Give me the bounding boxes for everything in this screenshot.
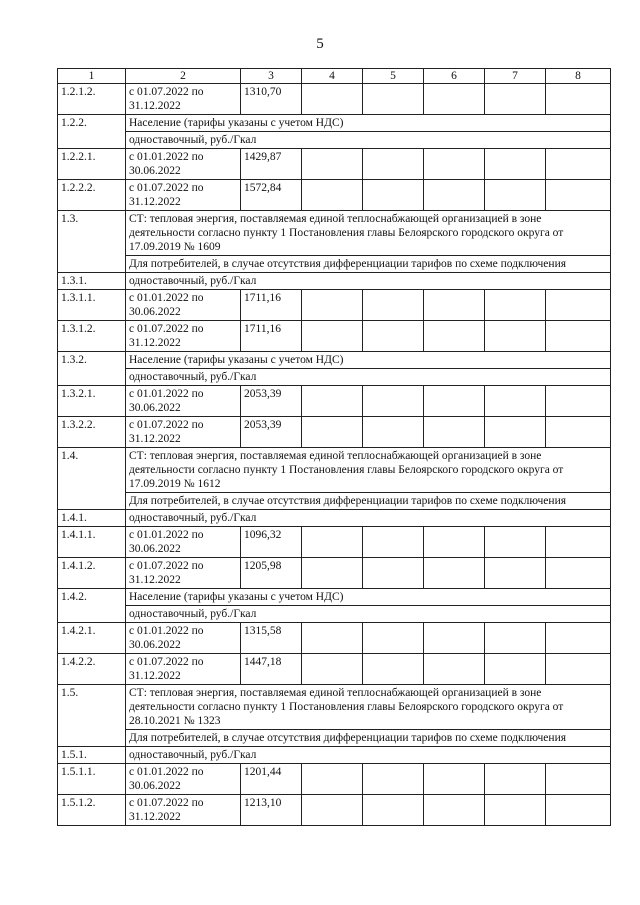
empty-cell — [302, 764, 363, 795]
row-number: 1.3.1.2. — [58, 321, 126, 352]
period-cell: с 01.01.2022 по 30.06.2022 — [126, 149, 241, 180]
section-title: Для потребителей, в случае отсутствия дифференциации тарифов по схеме подключения — [126, 256, 611, 273]
section-title: СТ: тепловая энергия, поставляемая единой теплоснабжающей организацией в зоне деятельности согласно пункту 1 Постановления главы Белоярского городского округа от 17.09.2019 № 1609 — [126, 211, 611, 256]
section-title: Население (тарифы указаны с учетом НДС) — [126, 589, 611, 606]
row-number: 1.4.2.2. — [58, 654, 126, 685]
period-cell: с 01.01.2022 по 30.06.2022 — [126, 290, 241, 321]
table-row — [58, 321, 611, 352]
empty-cell — [546, 654, 611, 685]
table-row — [58, 654, 611, 685]
empty-cell — [546, 795, 611, 826]
section-row — [58, 256, 611, 273]
row-number: 1.5.1.1. — [58, 764, 126, 795]
column-header: 4 — [302, 69, 363, 84]
tariff-value: 1205,98 — [241, 558, 302, 589]
empty-cell — [424, 386, 485, 417]
empty-cell — [485, 795, 546, 826]
row-number: 1.4.2. — [58, 589, 126, 623]
period-cell: с 01.07.2022 по 31.12.2022 — [126, 795, 241, 826]
table-row — [58, 623, 611, 654]
period-cell: с 01.07.2022 по 31.12.2022 — [126, 321, 241, 352]
section-title: СТ: тепловая энергия, поставляемая единой теплоснабжающей организацией в зоне деятельности согласно пункту 1 Постановления главы Белоярского городского округа от 17.09.2019 № 1612 — [126, 448, 611, 493]
section-row — [58, 115, 611, 132]
tariff-value: 2053,39 — [241, 417, 302, 448]
row-number: 1.3.2.1. — [58, 386, 126, 417]
tariff-table-body — [58, 69, 611, 826]
empty-cell — [546, 527, 611, 558]
empty-cell — [302, 386, 363, 417]
tariff-value: 1310,70 — [241, 84, 302, 115]
row-number: 1.3.2. — [58, 352, 126, 386]
row-number: 1.4. — [58, 448, 126, 510]
table-row — [58, 764, 611, 795]
section-row — [58, 730, 611, 747]
empty-cell — [302, 321, 363, 352]
empty-cell — [302, 795, 363, 826]
empty-cell — [302, 417, 363, 448]
section-row — [58, 448, 611, 493]
empty-cell — [546, 84, 611, 115]
row-number: 1.5.1.2. — [58, 795, 126, 826]
empty-cell — [302, 149, 363, 180]
period-cell: с 01.07.2022 по 31.12.2022 — [126, 84, 241, 115]
section-row — [58, 747, 611, 764]
period-cell: с 01.01.2022 по 30.06.2022 — [126, 386, 241, 417]
period-cell: с 01.07.2022 по 31.12.2022 — [126, 180, 241, 211]
section-title: одноставочный, руб./Гкал — [126, 606, 611, 623]
empty-cell — [363, 321, 424, 352]
section-title: одноставочный, руб./Гкал — [126, 747, 611, 764]
page-number: 5 — [316, 36, 324, 52]
section-row — [58, 211, 611, 256]
tariff-value: 1447,18 — [241, 654, 302, 685]
section-row — [58, 510, 611, 527]
empty-cell — [363, 386, 424, 417]
table-row — [58, 417, 611, 448]
row-number: 1.3.1. — [58, 273, 126, 290]
section-row — [58, 606, 611, 623]
empty-cell — [424, 149, 485, 180]
period-cell: с 01.07.2022 по 31.12.2022 — [126, 654, 241, 685]
empty-cell — [424, 84, 485, 115]
empty-cell — [546, 417, 611, 448]
row-number: 1.4.1.2. — [58, 558, 126, 589]
row-number: 1.3. — [58, 211, 126, 273]
tariff-value: 1315,58 — [241, 623, 302, 654]
column-header: 5 — [363, 69, 424, 84]
table-row — [58, 290, 611, 321]
empty-cell — [485, 764, 546, 795]
row-number: 1.5.1. — [58, 747, 126, 764]
empty-cell — [485, 149, 546, 180]
empty-cell — [485, 527, 546, 558]
empty-cell — [546, 764, 611, 795]
empty-cell — [546, 149, 611, 180]
empty-cell — [424, 321, 485, 352]
empty-cell — [485, 180, 546, 211]
period-cell: с 01.01.2022 по 30.06.2022 — [126, 764, 241, 795]
empty-cell — [424, 623, 485, 654]
tariff-value: 1096,32 — [241, 527, 302, 558]
empty-cell — [424, 527, 485, 558]
table-row — [58, 795, 611, 826]
empty-cell — [485, 84, 546, 115]
empty-cell — [424, 764, 485, 795]
row-number: 1.4.1.1. — [58, 527, 126, 558]
empty-cell — [302, 180, 363, 211]
column-header: 2 — [126, 69, 241, 84]
section-row — [58, 369, 611, 386]
table-row — [58, 386, 611, 417]
empty-cell — [546, 290, 611, 321]
empty-cell — [485, 321, 546, 352]
empty-cell — [485, 386, 546, 417]
row-number: 1.4.2.1. — [58, 623, 126, 654]
row-number: 1.3.2.2. — [58, 417, 126, 448]
empty-cell — [363, 795, 424, 826]
section-row — [58, 493, 611, 510]
tariff-value: 2053,39 — [241, 386, 302, 417]
section-title: Население (тарифы указаны с учетом НДС) — [126, 115, 611, 132]
empty-cell — [363, 764, 424, 795]
column-header: 6 — [424, 69, 485, 84]
empty-cell — [424, 654, 485, 685]
table-row — [58, 149, 611, 180]
empty-cell — [363, 149, 424, 180]
row-number: 1.4.1. — [58, 510, 126, 527]
row-number: 1.2.2. — [58, 115, 126, 149]
row-number: 1.2.2.1. — [58, 149, 126, 180]
period-cell: с 01.07.2022 по 31.12.2022 — [126, 558, 241, 589]
empty-cell — [424, 290, 485, 321]
empty-cell — [424, 795, 485, 826]
empty-cell — [363, 84, 424, 115]
row-number: 1.2.1.2. — [58, 84, 126, 115]
empty-cell — [485, 558, 546, 589]
empty-cell — [485, 654, 546, 685]
table-header-row — [58, 69, 611, 84]
empty-cell — [424, 558, 485, 589]
empty-cell — [302, 290, 363, 321]
empty-cell — [546, 180, 611, 211]
empty-cell — [546, 386, 611, 417]
section-title: СТ: тепловая энергия, поставляемая единой теплоснабжающей организацией в зоне деятельности согласно пункту 1 Постановления главы Белоярского городского округа от 28.10.2021 № 1323 — [126, 685, 611, 730]
empty-cell — [546, 321, 611, 352]
table-row — [58, 558, 611, 589]
row-number: 1.2.2.2. — [58, 180, 126, 211]
empty-cell — [363, 417, 424, 448]
empty-cell — [485, 417, 546, 448]
empty-cell — [485, 623, 546, 654]
empty-cell — [302, 654, 363, 685]
table-row — [58, 180, 611, 211]
empty-cell — [302, 558, 363, 589]
empty-cell — [546, 558, 611, 589]
column-header: 3 — [241, 69, 302, 84]
section-row — [58, 589, 611, 606]
empty-cell — [363, 654, 424, 685]
tariff-value: 1711,16 — [241, 290, 302, 321]
section-title: Для потребителей, в случае отсутствия дифференциации тарифов по схеме подключения — [126, 493, 611, 510]
period-cell: с 01.07.2022 по 31.12.2022 — [126, 417, 241, 448]
column-header: 7 — [485, 69, 546, 84]
section-row — [58, 132, 611, 149]
column-header: 1 — [58, 69, 126, 84]
tariff-table — [57, 68, 611, 826]
period-cell: с 01.01.2022 по 30.06.2022 — [126, 623, 241, 654]
section-title: одноставочный, руб./Гкал — [126, 369, 611, 386]
column-header: 8 — [546, 69, 611, 84]
section-row — [58, 352, 611, 369]
section-title: Население (тарифы указаны с учетом НДС) — [126, 352, 611, 369]
section-title: одноставочный, руб./Гкал — [126, 273, 611, 290]
section-row — [58, 273, 611, 290]
empty-cell — [363, 527, 424, 558]
empty-cell — [363, 623, 424, 654]
empty-cell — [363, 290, 424, 321]
section-title: одноставочный, руб./Гкал — [126, 132, 611, 149]
section-row — [58, 685, 611, 730]
table-row — [58, 84, 611, 115]
table-row — [58, 527, 611, 558]
row-number: 1.5. — [58, 685, 126, 747]
empty-cell — [302, 527, 363, 558]
empty-cell — [363, 558, 424, 589]
tariff-value: 1201,44 — [241, 764, 302, 795]
row-number: 1.3.1.1. — [58, 290, 126, 321]
empty-cell — [363, 180, 424, 211]
empty-cell — [424, 417, 485, 448]
empty-cell — [302, 623, 363, 654]
tariff-value: 1429,87 — [241, 149, 302, 180]
tariff-value: 1213,10 — [241, 795, 302, 826]
tariff-value: 1711,16 — [241, 321, 302, 352]
empty-cell — [424, 180, 485, 211]
section-title: Для потребителей, в случае отсутствия дифференциации тарифов по схеме подключения — [126, 730, 611, 747]
empty-cell — [546, 623, 611, 654]
section-title: одноставочный, руб./Гкал — [126, 510, 611, 527]
empty-cell — [485, 290, 546, 321]
period-cell: с 01.01.2022 по 30.06.2022 — [126, 527, 241, 558]
empty-cell — [302, 84, 363, 115]
tariff-value: 1572,84 — [241, 180, 302, 211]
